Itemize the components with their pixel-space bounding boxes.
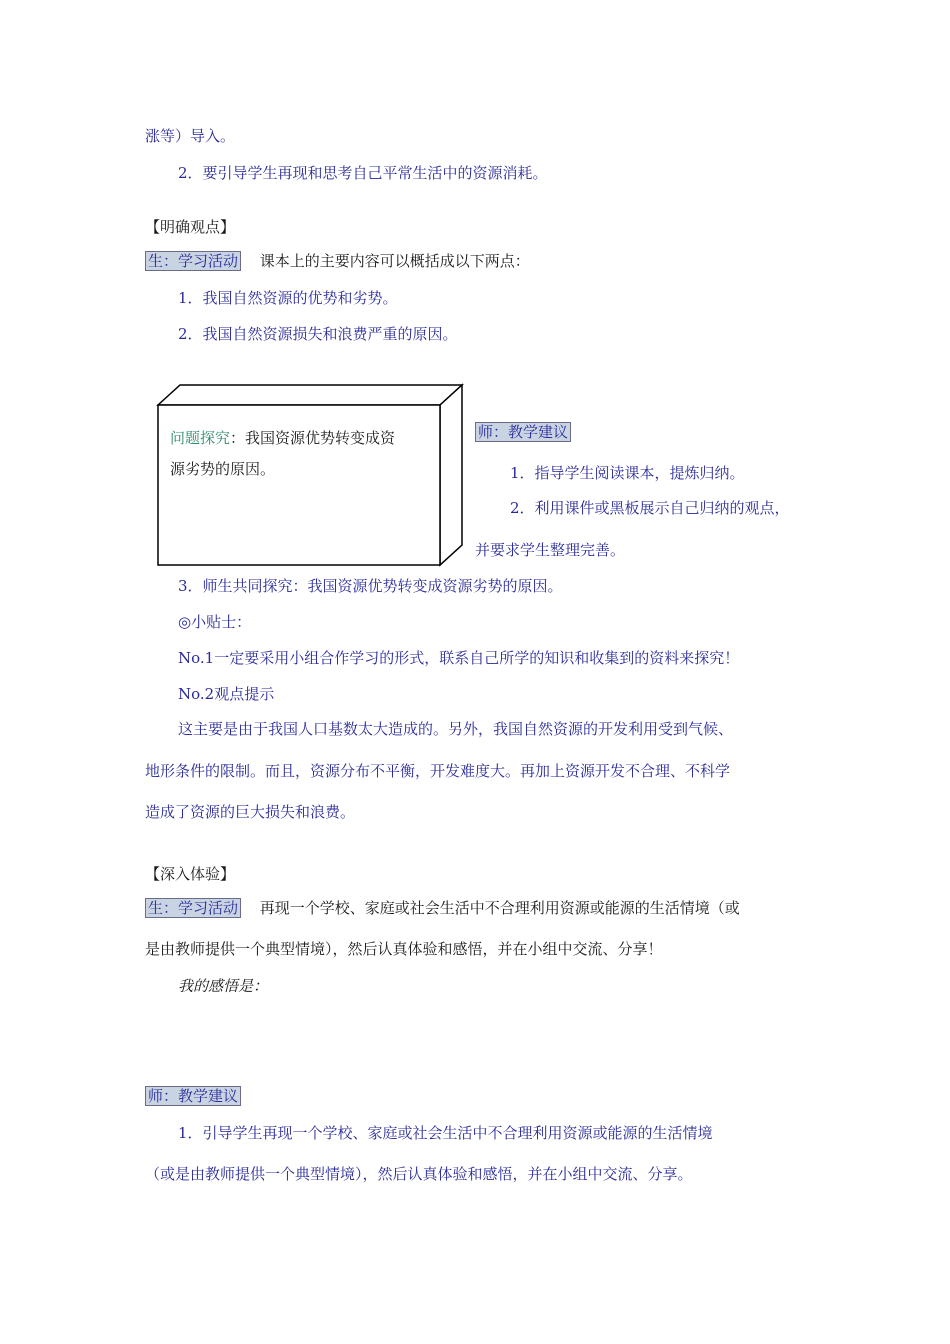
experience-row bbox=[145, 898, 740, 918]
student-activity-row bbox=[145, 251, 530, 271]
student-activity-label-2: 生：学习活动 bbox=[145, 898, 241, 918]
explore-text-2: 源劣势的原因。 bbox=[170, 460, 276, 478]
experience-text-2: 是由教师提供一个典型情境），然后认真体验和感悟，并在小组中交流、分享！ bbox=[145, 940, 663, 958]
hint-para-3: 造成了资源的巨大损失和浪费。 bbox=[145, 803, 356, 821]
tip-no2: No.2观点提示 bbox=[178, 685, 275, 703]
teacher-advice-label-2: 师：教学建议 bbox=[145, 1086, 241, 1106]
tip-no1: No.1一定要采用小组合作学习的形式，联系自己所学的知识和收集到的资料来探究！ bbox=[178, 649, 740, 667]
guide-item-2: 2．要引导学生再现和思考自己平常生活中的资源消耗。 bbox=[178, 164, 548, 182]
student-activity-label: 生：学习活动 bbox=[145, 251, 241, 271]
experience-text-1: 再现一个学校、家庭或社会生活中不合理利用资源或能源的生活情境（或 bbox=[259, 899, 740, 917]
section-heading-views: 【明确观点】 bbox=[145, 218, 236, 236]
teacher-advice-label: 师：教学建议 bbox=[475, 422, 571, 442]
teacher-label-row bbox=[475, 422, 571, 442]
teach-item-2-cont: 并要求学生整理完善。 bbox=[475, 541, 626, 559]
explore-label: 问题探究 bbox=[170, 429, 231, 447]
explore-text-line-1 bbox=[170, 428, 395, 448]
inquiry-3: 3．师生共同探究：我国资源优势转变成资源劣势的原因。 bbox=[178, 577, 563, 595]
hint-para-2: 地形条件的限制。而且，资源分布不平衡，开发难度大。再加上资源开发不合理、不科学 bbox=[145, 762, 731, 780]
teach-item-2: 2．利用课件或黑板展示自己归纳的观点， bbox=[510, 499, 790, 517]
views-text: 课本上的主要内容可以概括成以下两点： bbox=[259, 252, 530, 270]
my-feeling-prompt: 我的感悟是： bbox=[178, 977, 269, 995]
final-item-1-cont: （或是由教师提供一个典型情境），然后认真体验和感悟，并在小组中交流、分享。 bbox=[145, 1165, 693, 1183]
final-item-1: 1．引导学生再现一个学校、家庭或社会生活中不合理利用资源或能源的生活情境 bbox=[178, 1124, 713, 1142]
point-1: 1．我国自然资源的优势和劣势。 bbox=[178, 289, 398, 307]
intro-tail: 涨等）导入。 bbox=[145, 127, 236, 145]
teacher-label-row-2 bbox=[145, 1086, 241, 1106]
teach-item-1: 1．指导学生阅读课本，提炼归纳。 bbox=[510, 464, 745, 482]
tips-heading: ◎小贴士： bbox=[178, 613, 252, 631]
explore-text-1: ：我国资源优势转变成资 bbox=[230, 429, 396, 447]
section-heading-experience: 【深入体验】 bbox=[145, 865, 236, 883]
hint-para-1: 这主要是由于我国人口基数太大造成的。另外，我国自然资源的开发利用受到气候、 bbox=[178, 720, 734, 738]
point-2: 2．我国自然资源损失和浪费严重的原因。 bbox=[178, 325, 458, 343]
